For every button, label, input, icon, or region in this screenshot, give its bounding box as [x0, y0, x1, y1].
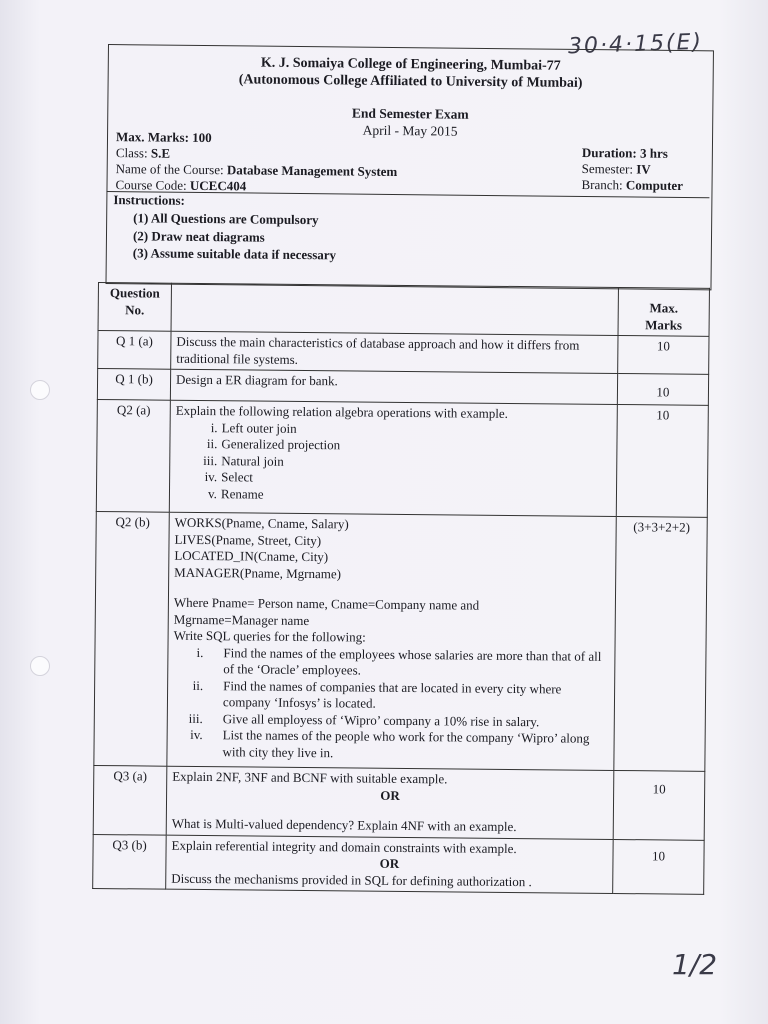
schema-line: LOCATED_IN(Cname, City) — [174, 547, 329, 565]
semester-field: Semester: IV — [581, 160, 651, 177]
list-item: iii. Give all employess of ‘Wipro’ company a 10% rise in salary. — [188, 710, 540, 729]
sql-instruction: Write SQL queries for the following: — [173, 627, 366, 645]
table-header-row — [98, 283, 709, 337]
instruction-item: (3) Assume suitable data if necessary — [132, 245, 337, 263]
course-name-field: Name of the Course: Database Management System — [115, 161, 398, 180]
punch-hole — [30, 656, 50, 676]
questions-table — [92, 282, 710, 895]
punch-hole — [30, 380, 50, 400]
list-item: i. Find the names of the employees whose salaries are more than that of all of the ‘Oracle’ employees. — [196, 644, 602, 678]
instruction-item: (2) Draw neat diagrams — [132, 227, 265, 245]
sql-query-list — [172, 644, 609, 764]
list-item: ii. Generalized projection — [206, 436, 341, 453]
max-marks-header: Max. Marks — [618, 287, 709, 336]
question-number: Q2 (a) — [96, 399, 170, 512]
question-text: Explain 2NF, 3NF and BCNF with suitable example. OR What is Multi-valued dependency? Explain 4NF with an example. — [166, 766, 614, 839]
list-item: iv. Select — [204, 469, 253, 485]
question-number: Q 1 (a) — [98, 331, 171, 370]
branch-field: Branch: Computer — [581, 176, 684, 194]
handwritten-page-number: 1/2 — [672, 948, 718, 981]
max-marks: Max. Marks: 100 — [115, 129, 212, 146]
question-text: Explain the following relation algebra operations with example. i. Left outer join ii. Generalized projection iii. Natural join iv. Select v. Rename — [169, 400, 617, 516]
question-marks: 10 — [613, 770, 705, 839]
question-text: Discuss the main characteristics of database approach and how it differs from traditional file systems. — [171, 331, 618, 373]
question-marks: 10 — [613, 839, 705, 894]
list-item: v. Rename — [208, 485, 264, 502]
schema-legend: Where Pname= Person name, Cname=Company name and Mgrname=Manager name — [173, 594, 480, 628]
instructions-title: Instructions: — [113, 192, 185, 208]
or-separator: OR — [380, 787, 400, 803]
table-row — [93, 834, 704, 894]
exam-title: End Semester Exam — [351, 105, 469, 122]
exam-session: April - May 2015 — [362, 122, 458, 139]
duration-field: Duration: 3 hrs — [581, 144, 668, 161]
exam-header-box — [105, 44, 713, 290]
question-marks: 10 — [616, 404, 708, 517]
question-marks: 10 — [618, 335, 709, 374]
question-text: Explain referential integrity and domain constraints with example. OR Discuss the mechanisms provided in SQL for defining authorization . — [166, 835, 614, 894]
table-row — [96, 399, 708, 517]
instruction-item: (1) All Questions are Compulsory — [133, 210, 319, 228]
question-number: Q3 (a) — [93, 765, 167, 834]
alternative-question: Discuss the mechanisms provided in SQL for defining authorization . — [171, 870, 532, 889]
question-marks: (3+3+2+2) — [614, 516, 707, 771]
schema-line: WORKS(Pname, Cname, Salary) — [174, 514, 349, 532]
question-number: Q 1 (b) — [97, 369, 170, 401]
list-item: i. Left outer join — [210, 419, 297, 436]
instructions-list — [133, 209, 337, 264]
list-item: ii. Find the names of companies that are located in every city where company ‘Infosys’ is located. — [192, 677, 562, 711]
schema-line: MANAGER(Pname, Mgrname) — [174, 564, 342, 581]
question-marks: 10 — [617, 373, 708, 405]
table-row — [94, 511, 707, 771]
table-row — [98, 331, 709, 375]
operation-list — [175, 419, 612, 506]
schema-line: LIVES(Pname, Street, City) — [174, 531, 322, 548]
class-field: Class: S.E — [115, 145, 171, 161]
college-name: K. J. Somaiya College of Engineering, Mumbai-77 — [260, 55, 561, 74]
question-number: Q2 (b) — [94, 511, 169, 766]
list-item: iv. List the names of the people who work for the company ‘Wipro’ along with city they live in. — [190, 726, 590, 760]
list-item: iii. Natural join — [203, 452, 284, 469]
table-row — [93, 765, 705, 839]
handwritten-date-note: 30·4·15(E) — [567, 29, 704, 60]
question-text — [167, 512, 616, 770]
question-text: Design a ER diagram for bank. — [170, 369, 617, 404]
question-number: Q3 (b) — [93, 834, 167, 889]
question-no-header: Question No. — [98, 283, 171, 332]
question-text-header — [171, 283, 618, 335]
college-affiliation: (Autonomous College Affiliated to University of Mumbai) — [238, 72, 583, 91]
course-code-field: Course Code: UCEC404 — [115, 177, 247, 194]
alternative-question: What is Multi-valued dependency? Explain 4NF with an example. — [171, 815, 517, 835]
or-separator: OR — [379, 855, 400, 871]
